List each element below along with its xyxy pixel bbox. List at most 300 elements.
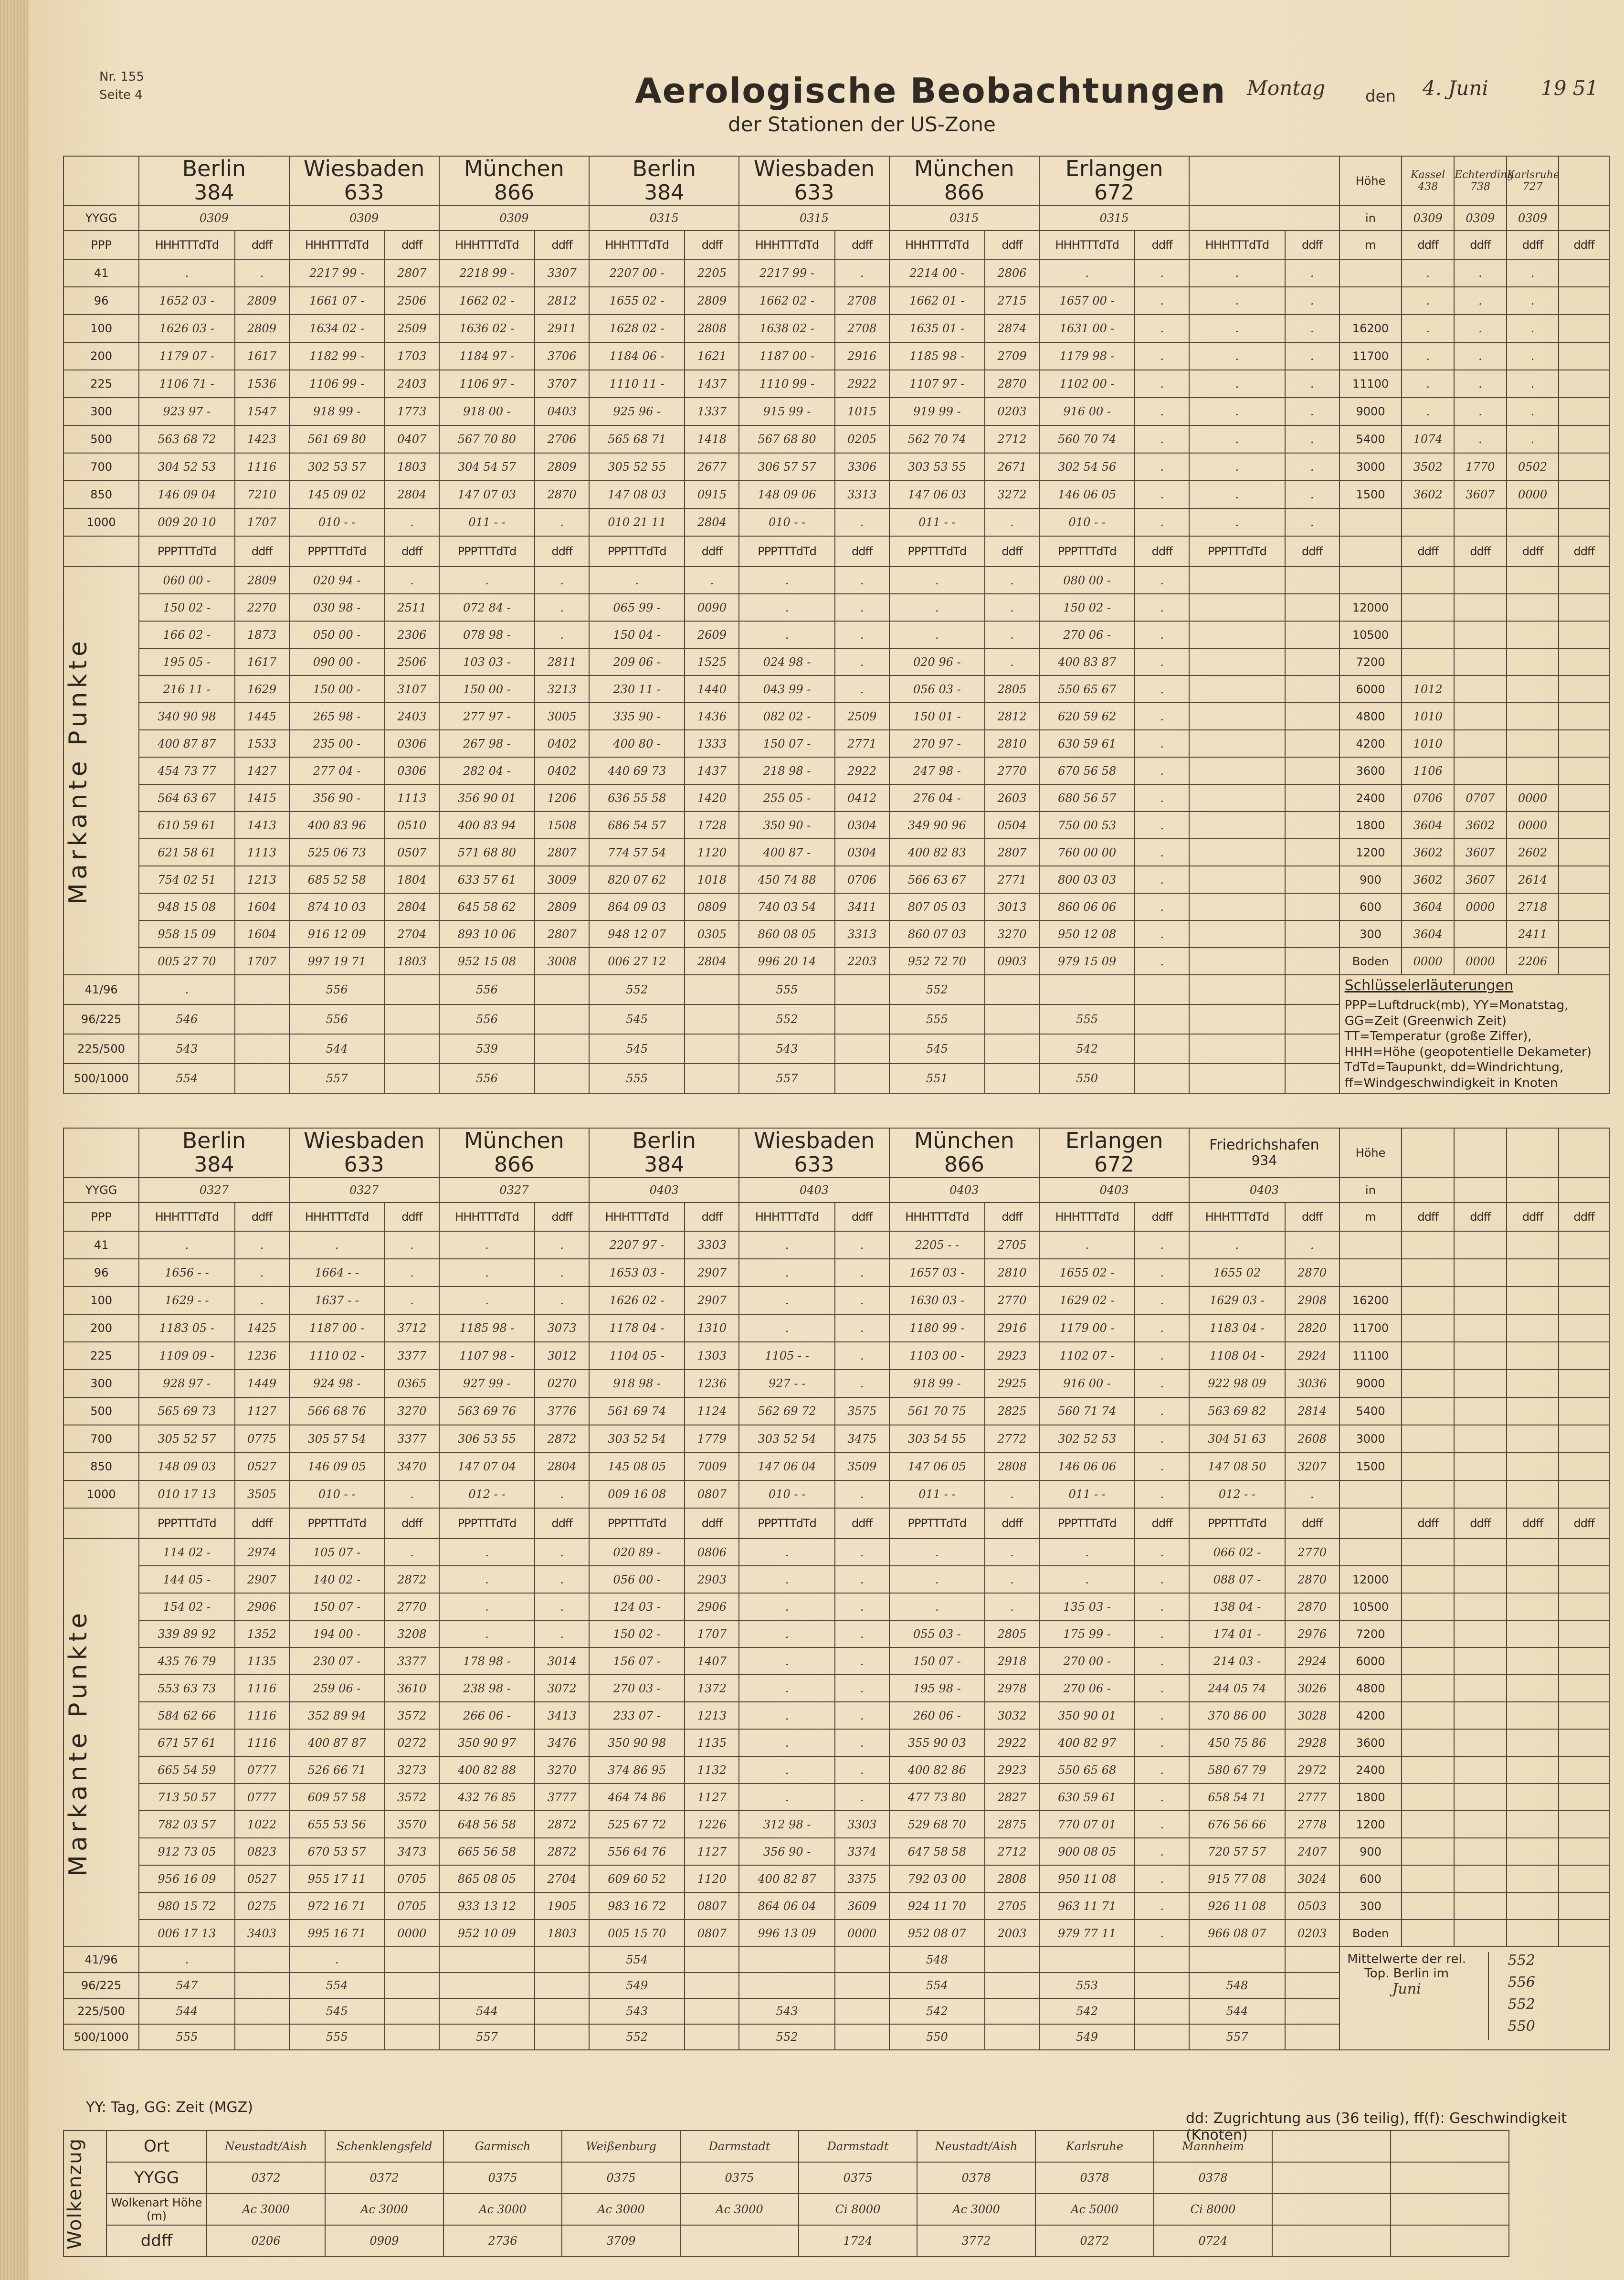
markante-value: . (835, 676, 889, 703)
markante-value: 571 68 80 (439, 839, 535, 866)
layer-value (385, 1947, 439, 1973)
blank-cell (1559, 812, 1609, 839)
level-value: 2916 (835, 342, 889, 370)
markante-value: 912 73 05 (139, 1838, 234, 1865)
m-label: m (1339, 1203, 1402, 1231)
level-value: 2809 (535, 453, 589, 481)
markante-value (1285, 648, 1339, 676)
markante-value: 2506 (385, 648, 439, 676)
markante-value: . (385, 567, 439, 594)
level-value: 918 99 - (889, 1370, 985, 1397)
level-value: 2908 (1285, 1287, 1339, 1314)
level-value: 306 53 55 (439, 1425, 535, 1453)
wolkenzug-value: Karlsruhe (1035, 2131, 1154, 2162)
markante-value: 090 00 - (289, 648, 385, 676)
markante-value: 312 98 - (739, 1811, 834, 1838)
layer-value (985, 1973, 1039, 1998)
station-number: 384 (644, 180, 685, 205)
blank-cell (1339, 536, 1402, 567)
mp-head-ddff: ddff (1135, 536, 1189, 567)
markante-value: 3572 (385, 1784, 439, 1811)
level-value: . (835, 1342, 889, 1370)
ppp-level: 700 (63, 1425, 139, 1453)
wolkenzug-value: 0372 (325, 2162, 443, 2194)
right-value: . (1507, 425, 1559, 453)
markante-value: 2704 (535, 1865, 589, 1892)
blank-cell (1454, 1729, 1507, 1756)
markante-value: 1707 (235, 948, 289, 975)
markante-value: 3013 (985, 893, 1039, 920)
markante-value: 0306 (385, 757, 439, 784)
height-value: 900 (1339, 1838, 1402, 1865)
height-value: 4800 (1339, 1675, 1402, 1702)
markante-value: 432 76 85 (439, 1784, 535, 1811)
markante-value (1285, 757, 1339, 784)
markante-value: . (739, 1702, 834, 1729)
markante-value: 270 97 - (889, 730, 985, 757)
layer-value: 552 (739, 1004, 834, 1034)
blank-cell (1507, 1342, 1559, 1370)
col-head-hhh: HHHTTTdTd (139, 1203, 234, 1231)
right-value (1507, 730, 1559, 757)
markante-value: 630 59 61 (1039, 1784, 1135, 1811)
level-value: . (439, 1287, 535, 1314)
markante-value: 454 73 77 (139, 757, 234, 784)
markante-value: 050 00 - (289, 621, 385, 648)
level-value: . (1135, 1259, 1189, 1287)
blank-cell (1454, 1480, 1507, 1508)
mp-head-ddff: ddff (385, 536, 439, 567)
level-value: . (1135, 481, 1189, 508)
markante-value: . (535, 594, 589, 621)
layer-value (235, 1034, 289, 1064)
right-value: . (1454, 287, 1507, 315)
yygg-value: 0403 (1039, 1178, 1189, 1203)
markante-value: 1132 (685, 1756, 739, 1784)
markante-value: 1413 (235, 812, 289, 839)
blank-cell (1559, 287, 1609, 315)
level-value: 304 52 53 (139, 453, 234, 481)
layer-value (535, 1998, 589, 2024)
blank-cell (1559, 1892, 1609, 1920)
markante-value: 350 90 01 (1039, 1702, 1135, 1729)
in-label: in (1339, 1178, 1402, 1203)
blank-cell (1507, 1756, 1559, 1784)
level-value: . (1135, 508, 1189, 536)
markante-value: 1873 (235, 621, 289, 648)
level-value: 2706 (535, 425, 589, 453)
markante-value: 0777 (235, 1756, 289, 1784)
markante-value: 0203 (1285, 1920, 1339, 1947)
markante-value: 0272 (385, 1729, 439, 1756)
layer-value (535, 1947, 589, 1973)
markante-value: 3273 (385, 1756, 439, 1784)
right-value: 3602 (1402, 839, 1454, 866)
markante-value: 259 06 - (289, 1675, 385, 1702)
level-value: 924 98 - (289, 1370, 385, 1397)
markante-value: 2870 (1285, 1593, 1339, 1620)
markante-value: . (835, 1566, 889, 1593)
blank-cell (1559, 370, 1609, 398)
level-value: 2708 (835, 315, 889, 342)
mittelwert-value: 550 (1508, 2018, 1535, 2035)
mp-head-ddff: ddff (535, 536, 589, 567)
markante-punkte-label (63, 567, 139, 975)
markante-value: 0777 (235, 1784, 289, 1811)
markante-value: . (739, 1756, 834, 1784)
right-value (1507, 757, 1559, 784)
markante-value: 0507 (385, 839, 439, 866)
markante-value: 952 15 08 (439, 948, 535, 975)
layer-value (1285, 975, 1339, 1004)
markante-value: 958 15 09 (139, 920, 234, 948)
level-value: 2911 (535, 315, 589, 342)
height-value: 16200 (1339, 315, 1402, 342)
layer-label: 96/225 (63, 1004, 139, 1034)
col-head-ddff: ddff (235, 1203, 289, 1231)
layer-value (385, 975, 439, 1004)
blank-cell (1402, 1370, 1454, 1397)
right-value: 1770 (1454, 453, 1507, 481)
wolkenzug-value: Ac 3000 (917, 2194, 1035, 2225)
page-title: Aerologische Beobachtungen (635, 71, 1226, 111)
markante-value: 350 90 97 (439, 1729, 535, 1756)
markante-value: 150 04 - (589, 621, 685, 648)
blank-cell (1454, 1397, 1507, 1425)
level-value: . (835, 508, 889, 536)
level-value: 2808 (985, 1453, 1039, 1480)
level-value: 928 97 - (139, 1370, 234, 1397)
station-number: 384 (194, 180, 234, 205)
layer-value (1135, 1998, 1189, 2024)
markante-value: 952 10 09 (439, 1920, 535, 1947)
height-value: 1200 (1339, 839, 1402, 866)
markante-value: . (835, 1647, 889, 1675)
markante-value: 2923 (985, 1756, 1039, 1784)
level-value: . (1285, 425, 1339, 453)
level-value: . (1189, 315, 1285, 342)
markante-value (1285, 948, 1339, 975)
markante-value: 066 02 - (1189, 1539, 1285, 1566)
ppp-level: 200 (63, 1314, 139, 1342)
blank-cell (1507, 1675, 1559, 1702)
markante-value: 972 16 71 (289, 1892, 385, 1920)
layer-value (235, 975, 289, 1004)
blank-cell (1559, 1729, 1609, 1756)
markante-value: 214 03 - (1189, 1647, 1285, 1675)
level-value: . (835, 1314, 889, 1342)
level-value: 1449 (235, 1370, 289, 1397)
wolkenzug-value: Weißenburg (562, 2131, 680, 2162)
station-name: Wiesbaden (303, 1128, 425, 1154)
markante-value: . (739, 567, 834, 594)
markante-value: 1440 (685, 676, 739, 703)
markante-value: 103 03 - (439, 648, 535, 676)
height-value: 1800 (1339, 1784, 1402, 1811)
markante-punkte-text: Markante Punkte (64, 1609, 93, 1877)
col-head-hhh: HHHTTTdTd (1189, 1203, 1285, 1231)
level-value: 3307 (535, 259, 589, 287)
col-head-ddff: ddff (985, 1203, 1039, 1231)
markante-value: 2603 (985, 784, 1039, 812)
level-value: 010 - - (739, 508, 834, 536)
level-value: 2923 (985, 1342, 1039, 1370)
wolkenzug-value (1272, 2131, 1391, 2162)
level-value: . (1189, 398, 1285, 425)
station-name: Berlin (632, 156, 696, 182)
layer-value (235, 1947, 289, 1973)
level-value: 010 - - (289, 508, 385, 536)
level-value: 1657 03 - (889, 1259, 985, 1287)
markante-value: 966 08 07 (1189, 1920, 1285, 1947)
markante-value: . (1135, 703, 1189, 730)
mp-head-ppp: PPPTTTdTd (589, 536, 685, 567)
mp-head-ddff: ddff (1285, 536, 1339, 567)
level-value: 1423 (235, 425, 289, 453)
wolkenzug-value: Ac 5000 (1035, 2194, 1154, 2225)
ppp-level: 1000 (63, 508, 139, 536)
markante-value: . (739, 1784, 834, 1811)
markante-value: 1420 (685, 784, 739, 812)
level-value: 011 - - (889, 508, 985, 536)
markante-value: 2407 (1285, 1838, 1339, 1865)
level-value: 3377 (385, 1425, 439, 1453)
station-number: 866 (494, 180, 534, 205)
level-value: 2804 (385, 481, 439, 508)
markante-value: 2704 (385, 920, 439, 948)
wolkenzug-value: 2736 (443, 2225, 562, 2257)
level-value: 1110 11 - (589, 370, 685, 398)
markante-value: 860 08 05 (739, 920, 834, 948)
layer-value (535, 2024, 589, 2050)
height-value: Boden (1339, 1920, 1402, 1947)
layer-value: 555 (589, 1064, 685, 1093)
markante-value: 1127 (685, 1838, 739, 1865)
markante-value: 352 89 94 (289, 1702, 385, 1729)
mittelwert-value: 552 (1508, 1996, 1535, 2013)
blank-cell (1507, 1231, 1559, 1259)
height-value: 11100 (1339, 370, 1402, 398)
level-value: 3306 (835, 453, 889, 481)
blank-cell (1507, 1620, 1559, 1647)
markante-value: 195 05 - (139, 648, 234, 676)
blank-cell (1402, 1480, 1454, 1508)
markante-value: 477 73 80 (889, 1784, 985, 1811)
layer-value (235, 1004, 289, 1034)
station-name: München (464, 156, 564, 182)
level-value: 1179 00 - (1039, 1314, 1135, 1342)
col-head-hhh: HHHTTTdTd (439, 1203, 535, 1231)
layer-value (1135, 2024, 1189, 2050)
layer-value (1135, 1034, 1189, 1064)
station-number: 866 (944, 180, 984, 205)
markante-value: 0503 (1285, 1892, 1339, 1920)
level-value: 1185 98 - (889, 342, 985, 370)
level-value: 2804 (685, 508, 739, 536)
markante-value: 2807 (985, 839, 1039, 866)
markante-value: 2812 (985, 703, 1039, 730)
yygg-value: 0403 (589, 1178, 739, 1203)
col-head-ddff: ddff (535, 1203, 589, 1231)
height-value: 4800 (1339, 703, 1402, 730)
station-cell (889, 1128, 1039, 1178)
markante-value: . (1135, 1647, 1189, 1675)
level-value: 2814 (1285, 1397, 1339, 1425)
layer-value (1285, 1947, 1339, 1973)
mp-head-ppp: PPPTTTdTd (889, 536, 985, 567)
observations-table-1 (63, 156, 1610, 1094)
station-cell (139, 156, 289, 206)
markante-value: . (1135, 1920, 1189, 1947)
ppp-label: PPP (63, 1203, 139, 1231)
markante-value: 0705 (385, 1865, 439, 1892)
ppp-level: 41 (63, 1231, 139, 1259)
blank-cell (1454, 1539, 1507, 1566)
layer-value: 556 (289, 1004, 385, 1034)
blank-cell (1559, 1178, 1609, 1203)
height-value (1339, 1480, 1402, 1508)
layer-value (835, 1998, 889, 2024)
col-head-ddff: ddff (985, 231, 1039, 259)
blank-cell (1402, 1784, 1454, 1811)
markante-value: . (1135, 839, 1189, 866)
markante-value: . (439, 1566, 535, 1593)
markante-value (1189, 730, 1285, 757)
markante-value: 3610 (385, 1675, 439, 1702)
level-value: . (835, 1480, 889, 1508)
level-value: 3475 (835, 1425, 889, 1453)
layer-value (985, 975, 1039, 1004)
markante-value: 2705 (985, 1892, 1039, 1920)
level-value: 2907 (685, 1287, 739, 1314)
markante-value (1285, 730, 1339, 757)
layer-value (535, 1034, 589, 1064)
markante-value: 3403 (235, 1920, 289, 1947)
markante-value: 374 86 95 (589, 1756, 685, 1784)
level-value: . (439, 1231, 535, 1259)
layer-value (1135, 1973, 1189, 1998)
blank-cell (1454, 1838, 1507, 1865)
markante-value (1285, 784, 1339, 812)
level-value: 010 - - (1039, 508, 1135, 536)
right-value (1402, 621, 1454, 648)
blank-cell (1507, 1425, 1559, 1453)
height-value: 9000 (1339, 1370, 1402, 1397)
wolkenzug-value: Schenklengsfeld (325, 2131, 443, 2162)
blank-cell (1559, 1593, 1609, 1620)
markante-value: 175 99 - (1039, 1620, 1135, 1647)
wolkenzug-value: 0272 (1035, 2225, 1154, 2257)
markante-value: . (1135, 866, 1189, 893)
wolkenzug-value (680, 2225, 799, 2257)
level-value: 567 68 80 (739, 425, 834, 453)
layer-value: . (139, 1947, 234, 1973)
level-value: 560 71 74 (1039, 1397, 1135, 1425)
level-value: 3303 (685, 1231, 739, 1259)
right-value: 3607 (1454, 481, 1507, 508)
markante-value: 3009 (535, 866, 589, 893)
level-value: . (385, 1287, 439, 1314)
layer-value: 546 (139, 1004, 234, 1034)
right-value: 0000 (1454, 893, 1507, 920)
blank-cell (1454, 1620, 1507, 1647)
markante-value: . (985, 621, 1039, 648)
markante-value: 056 00 - (589, 1566, 685, 1593)
right-value: 2614 (1507, 866, 1559, 893)
blank-cell (1559, 1453, 1609, 1480)
markante-value: 400 82 86 (889, 1756, 985, 1784)
col-head-ddff: ddff (1135, 1203, 1189, 1231)
level-value: 1655 02 - (589, 287, 685, 315)
mp-head-ddff: ddff (235, 1508, 289, 1539)
mittelwerte-title: Mittelwerte der rel. Top. Berlin im (1347, 1952, 1466, 1981)
yygg-value: 0309 (139, 206, 289, 231)
markante-value: 2712 (985, 1838, 1039, 1865)
station-cell (739, 1128, 889, 1178)
level-value: 7210 (235, 481, 289, 508)
yygg-value: 0327 (139, 1178, 289, 1203)
blank-cell (1454, 1314, 1507, 1342)
mittelwerte-month: Juni (1392, 1981, 1421, 1997)
right-value: 0000 (1507, 812, 1559, 839)
blank-cell (1559, 1566, 1609, 1593)
blank-cell (1454, 1342, 1507, 1370)
yygg-value: 0403 (739, 1178, 889, 1203)
blank-cell (1402, 1702, 1454, 1729)
markante-value: 630 59 61 (1039, 730, 1135, 757)
den-label: den (1365, 87, 1396, 106)
col-head-ddff: ddff (685, 231, 739, 259)
right-yygg: 0309 (1507, 206, 1559, 231)
level-value: 010 - - (739, 1480, 834, 1508)
height-value (1339, 567, 1402, 594)
level-value: 2806 (985, 259, 1039, 287)
level-value: 2907 (685, 1259, 739, 1287)
markante-value: 0527 (235, 1865, 289, 1892)
level-value: 563 68 72 (139, 425, 234, 453)
level-value: 561 69 80 (289, 425, 385, 453)
height-value: 10500 (1339, 1593, 1402, 1620)
right-value (1454, 567, 1507, 594)
markante-value: 150 00 - (439, 676, 535, 703)
blank-cell (1454, 1593, 1507, 1620)
layer-value (835, 1064, 889, 1093)
mp-head-ppp: PPPTTTdTd (439, 1508, 535, 1539)
blank-cell (1559, 1314, 1609, 1342)
markante-value: . (535, 621, 589, 648)
wolkenzug-row-label: ddff (106, 2225, 207, 2257)
blank-cell (1402, 1342, 1454, 1370)
layer-value (1135, 975, 1189, 1004)
dd-note: dd: Zugrichtung aus (36 teilig), ff(f): Geschwindigkeit (Knoten) (1186, 2110, 1567, 2143)
layer-value: 554 (139, 1064, 234, 1093)
markante-value (1189, 648, 1285, 676)
markante-value: 0806 (685, 1539, 739, 1566)
level-value: 1655 02 - (1039, 1259, 1135, 1287)
wolkenzug-value: Garmisch (443, 2131, 562, 2162)
height-value: 600 (1339, 893, 1402, 920)
level-value: 2809 (235, 287, 289, 315)
level-value: 147 06 05 (889, 1453, 985, 1480)
height-value (1339, 1539, 1402, 1566)
station-name: Wiesbaden (303, 156, 425, 182)
blank-cell (1402, 1729, 1454, 1756)
layer-value (1039, 1947, 1135, 1973)
markante-value: . (439, 1620, 535, 1647)
blank-cell (1559, 1128, 1609, 1178)
level-value: 1628 02 - (589, 315, 685, 342)
level-value: . (739, 1287, 834, 1314)
